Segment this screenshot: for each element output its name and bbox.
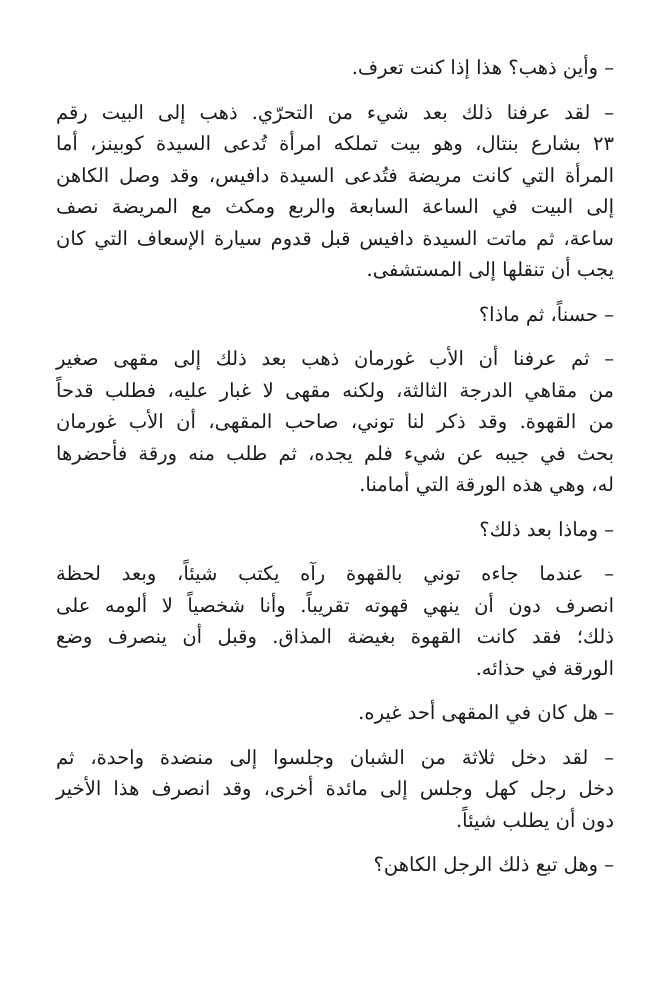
text-line: بحث في جيبه عن شيء فلم يجده، ثم طلب منه ورقة فأحضرها bbox=[56, 441, 614, 465]
text-line: – ثم عرفنا أن الأب غورمان ذهب بعد ذلك إلى مقهى صغير bbox=[56, 347, 614, 370]
text-line: دخل رجل كهل وجلس إلى مائدة أخرى، وقد انصرف هذا الأخير bbox=[56, 777, 614, 800]
text-line: – وأين ذهب؟ هذا إذا كنت تعرف. bbox=[351, 56, 614, 79]
text-line: ذلك؛ فقد كانت القهوة بغيضة المذاق. وقبل أن ينصرف وضع bbox=[56, 625, 614, 648]
dialogue-paragraph-7 bbox=[56, 697, 614, 729]
dialogue-paragraph-8 bbox=[56, 742, 614, 837]
book-page bbox=[56, 52, 614, 982]
text-line: من القهوة. وقد ذكر لنا توني، صاحب المقهى، أن الأب غورمان bbox=[56, 410, 614, 433]
text-line: – وهل تبع ذلك الرجل الكاهن؟ bbox=[373, 853, 614, 876]
text-line: – لقد عرفنا ذلك بعد شيء من التحرّي. ذهب إلى البيت رقم bbox=[56, 100, 614, 124]
text-line: – لقد دخل ثلاثة من الشبان وجلسوا إلى منضدة واحدة، ثم bbox=[56, 745, 614, 769]
text-line: إلى البيت في الساعة السابعة والربع ومكث مع المريضة نصف bbox=[56, 195, 614, 218]
dialogue-paragraph-5 bbox=[56, 514, 614, 546]
dialogue-paragraph-6 bbox=[56, 558, 614, 684]
text-line: – هل كان في المقهى أحد غيره. bbox=[358, 701, 614, 724]
text-line: – عندما جاءه توني بالقهوة رآه يكتب شيئاً، وبعد لحظة bbox=[56, 562, 614, 585]
text-line: المرأة التي كانت مريضة فتُدعى السيدة دافيس، وقد وصل الكاهن bbox=[56, 163, 614, 187]
text-line: الورقة في حذائه. bbox=[475, 656, 614, 680]
dialogue-paragraph-3 bbox=[56, 299, 614, 331]
text-line: – حسناً، ثم ماذا؟ bbox=[478, 302, 614, 326]
dialogue-paragraph-1 bbox=[56, 52, 614, 84]
text-line: ٢٣ بشارع بنتال، وهو بيت تملكه امرأة تُدعى السيدة كوبينز، أما bbox=[56, 132, 614, 155]
text-line: من مقاهي الدرجة الثالثة، ولكنه مقهى لا غبار عليه، فطلب قدحاً bbox=[56, 378, 614, 402]
dialogue-paragraph-4 bbox=[56, 343, 614, 501]
dialogue-paragraph-9 bbox=[56, 849, 614, 881]
dialogue-paragraph-2 bbox=[56, 97, 614, 286]
text-line: – وماذا بعد ذلك؟ bbox=[479, 517, 614, 541]
text-line: انصرف دون أن ينهي قهوته تقريباً. وأنا شخصياً لا ألومه على bbox=[56, 593, 614, 617]
text-line: ساعة، ثم ماتت السيدة دافيس قبل قدوم سيارة الإسعاف التي كان bbox=[56, 226, 614, 250]
text-line: له، وهي هذه الورقة التي أمامنا. bbox=[359, 473, 614, 496]
text-line: يجب أن تنقلها إلى المستشفى. bbox=[366, 258, 614, 281]
text-line: دون أن يطلب شيئاً. bbox=[455, 808, 614, 832]
